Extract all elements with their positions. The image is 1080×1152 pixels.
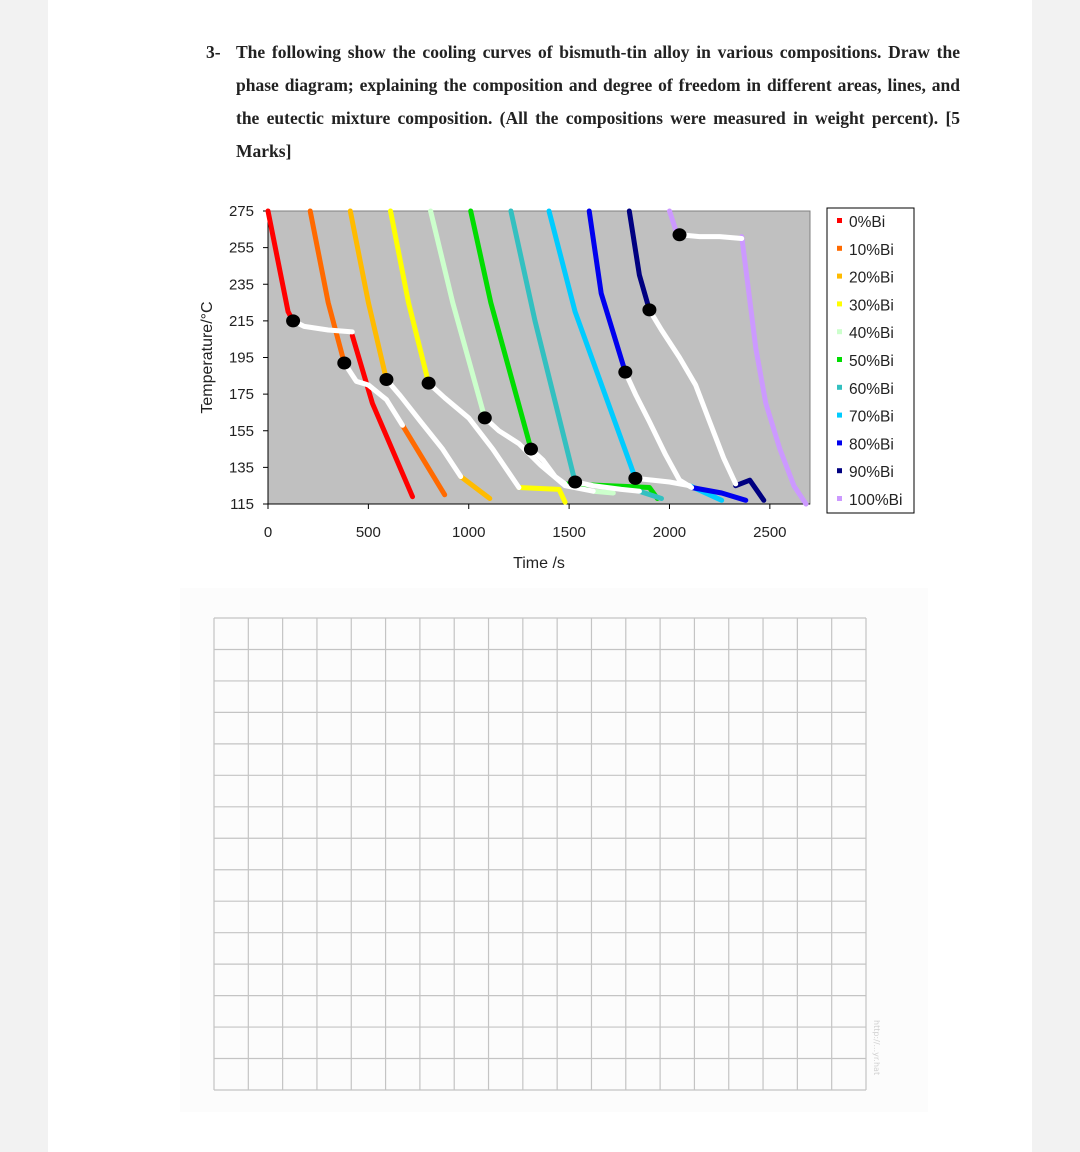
legend-label-80-pct-bi: 80%Bi bbox=[849, 436, 894, 454]
legend-label-70-pct-bi: 70%Bi bbox=[849, 408, 894, 426]
x-tick-label: 1000 bbox=[452, 524, 486, 541]
legend-label-100-pct-bi: 100%Bi bbox=[849, 492, 903, 509]
x-tick-label: 2500 bbox=[753, 524, 787, 541]
watermark-text: http://...yr.hat bbox=[872, 1020, 881, 1076]
y-tick-label: 235 bbox=[228, 276, 254, 294]
legend-swatch-30-pct-bi bbox=[837, 301, 842, 306]
marker-70-pct-bi bbox=[628, 472, 642, 485]
x-tick-label: 2000 bbox=[652, 524, 687, 541]
marker-100-pct-bi bbox=[673, 228, 687, 241]
legend-label-0-pct-bi: 0%Bi bbox=[849, 214, 886, 231]
legend-label-30-pct-bi: 30%Bi bbox=[849, 297, 894, 315]
marker-20-pct-bi bbox=[379, 373, 393, 386]
legend-label-10-pct-bi: 10%Bi bbox=[849, 241, 894, 259]
y-tick-label: 115 bbox=[230, 496, 254, 513]
legend-label-40-pct-bi: 40%Bi bbox=[849, 325, 894, 343]
y-tick-label: 175 bbox=[228, 386, 254, 404]
marker-80-pct-bi bbox=[618, 366, 632, 379]
curve-solid-40-pct-bi bbox=[593, 491, 613, 493]
legend-label-60-pct-bi: 60%Bi bbox=[849, 380, 894, 398]
question-body: The following show the cooling curves of bismuth-tin alloy in various compositions. Draw the phase diagram; explaining the composition and degree of freedom in different areas, lines, and the eutectic mixture composition. (All the compositions were measured in weight percent). bbox=[236, 42, 960, 128]
x-axis-label: Time /s bbox=[513, 555, 565, 572]
y-axis-label: Temperature/°C bbox=[199, 301, 216, 414]
marker-0-pct-bi bbox=[286, 314, 300, 327]
legend-swatch-80-pct-bi bbox=[837, 440, 842, 445]
y-tick-label: 215 bbox=[228, 312, 254, 330]
x-tick-label: 1500 bbox=[552, 524, 586, 541]
legend-swatch-70-pct-bi bbox=[837, 413, 842, 418]
x-tick-label: 0 bbox=[263, 524, 273, 541]
legend-swatch-0-pct-bi bbox=[837, 218, 842, 223]
question-marks: [5 Marks] bbox=[236, 108, 961, 161]
x-tick-label: 500 bbox=[355, 524, 381, 541]
marker-30-pct-bi bbox=[422, 377, 436, 390]
marker-50-pct-bi bbox=[524, 443, 538, 456]
marker-40-pct-bi bbox=[478, 411, 492, 424]
legend-swatch-40-pct-bi bbox=[837, 329, 842, 334]
legend-label-90-pct-bi: 90%Bi bbox=[849, 464, 894, 482]
legend-swatch-20-pct-bi bbox=[837, 274, 842, 279]
legend-swatch-10-pct-bi bbox=[837, 246, 842, 251]
legend-swatch-100-pct-bi bbox=[837, 496, 842, 501]
y-tick-label: 255 bbox=[228, 239, 254, 257]
question-number: 3- bbox=[206, 42, 221, 62]
legend-label-20-pct-bi: 20%Bi bbox=[849, 269, 894, 287]
blank-graph-grid bbox=[180, 588, 928, 1112]
graph-grid-lines bbox=[180, 588, 928, 1112]
y-tick-label: 155 bbox=[228, 422, 254, 440]
legend-swatch-90-pct-bi bbox=[837, 468, 842, 473]
marker-60-pct-bi bbox=[568, 476, 582, 489]
curve-white-100-pct-bi bbox=[680, 235, 742, 239]
legend-swatch-50-pct-bi bbox=[837, 357, 842, 362]
y-tick-label: 275 bbox=[228, 203, 254, 220]
marker-10-pct-bi bbox=[337, 356, 351, 369]
marker-90-pct-bi bbox=[642, 303, 656, 316]
y-tick-label: 135 bbox=[228, 459, 254, 477]
legend-swatch-60-pct-bi bbox=[837, 385, 842, 390]
legend-label-50-pct-bi: 50%Bi bbox=[849, 353, 894, 370]
y-tick-label: 195 bbox=[228, 349, 254, 367]
